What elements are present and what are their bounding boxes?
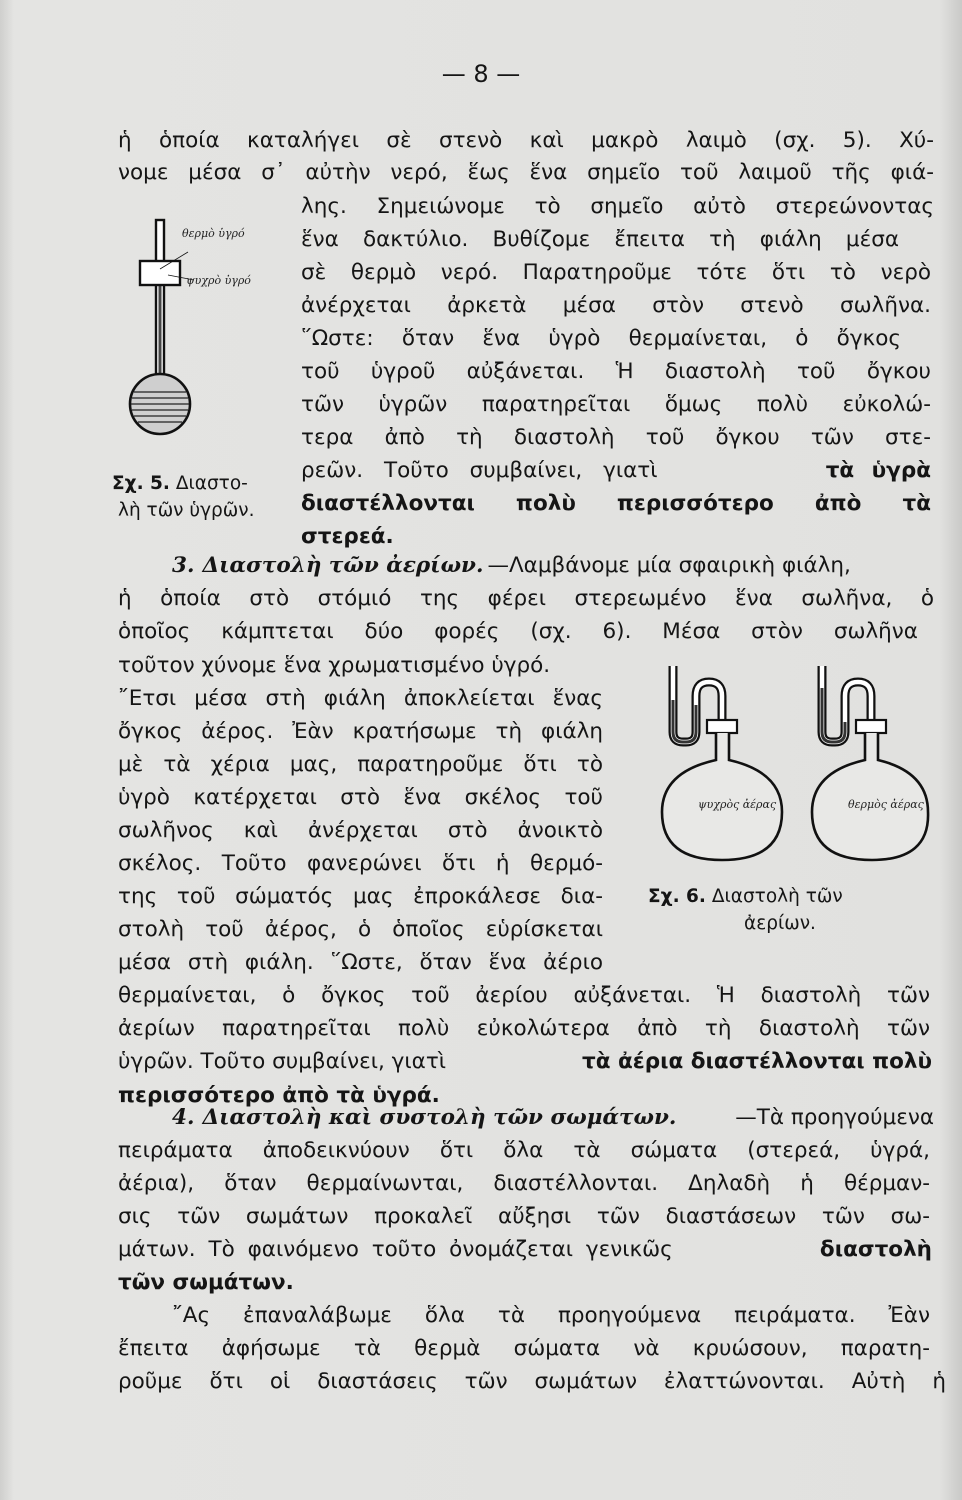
- flask-cold-air: [662, 666, 782, 860]
- text-line: μὲ τὰ χέρια μας, παρατηροῦμε ὅτι τὸ: [118, 752, 603, 777]
- section-3-heading: [172, 550, 934, 582]
- flask-hot-air: [812, 666, 928, 860]
- emphasis-text: περισσότερο ἀπὸ τὰ ὑγρά.: [118, 1083, 440, 1108]
- figure-6-flasks-illustration: [640, 660, 930, 878]
- section-title: Διαστολὴ καὶ συστολὴ τῶν σωμάτων.: [202, 1105, 677, 1130]
- text-line: ἕνα δακτύλιο. Βυθίζομε ἔπειτα τὴ φιάλη μέσα: [301, 227, 899, 252]
- text-run: ρεῶν. Τοῦτο συμβαίνει, γιατὶ: [301, 458, 658, 483]
- label-cold-liquid: ψυχρὸ ὑγρό: [186, 274, 251, 287]
- text-line: ἀερίων παρατηρεῖται πολὺ εὐκολώτερα ἀπὸ τὴ διαστολὴ τῶν: [118, 1016, 930, 1041]
- figure-5-caption-line2: λὴ τῶν ὑγρῶν.: [118, 500, 255, 521]
- emphasis-text: τὰ ἀέρια διαστέλλονται πολὺ: [582, 1049, 932, 1074]
- section-number: 3.: [172, 553, 195, 578]
- text-line: ἀνέρχεται ἀρκετὰ μέσα στὸν στενὸ σωλῆνα.: [301, 293, 931, 318]
- label-hot-liquid: θερμὸ ὑγρό: [182, 227, 245, 240]
- text-line: [118, 1234, 932, 1266]
- text-line: [118, 1046, 932, 1078]
- text-run: μάτων. Τὸ φαινόμενο τοῦτο ὀνομάζεται γενικῶς: [118, 1237, 673, 1262]
- section-number: 4.: [172, 1105, 195, 1130]
- emphasis-text: διαστέλλονται πολὺ περισσότερο ἀπὸ τὰ: [301, 491, 931, 516]
- text-line: σκέλος. Τοῦτο φανερώνει ὅτι ἡ θερμό-: [118, 851, 603, 876]
- text-line: ὑγρὸ κατέρχεται στὸ ἕνα σκέλος τοῦ: [118, 785, 603, 810]
- label-cold-air: ψυχρὸς ἀέρας: [698, 798, 777, 811]
- text-line: θερμαίνεται, ὁ ὄγκος τοῦ ἀερίου αὐξάνεται. Ἡ διαστολὴ τῶν: [118, 983, 930, 1008]
- text-line: [301, 455, 931, 487]
- text-line: ροῦμε ὅτι οἱ διαστάσεις τῶν σωμάτων ἐλαττώνονται. Αὐτὴ ἡ: [118, 1369, 946, 1394]
- text-line: ἀέρια), ὅταν θερμαίνωνται, διαστέλλονται. Δηλαδὴ ἡ θέρμαν-: [118, 1171, 930, 1196]
- text-line: νομε μέσα σ᾽ αὐτὴν νερό, ἕως ἕνα σημεῖο τοῦ λαιμοῦ τῆς φιά-: [118, 160, 934, 185]
- text-line: στολὴ τοῦ ἀέρος, ὁ ὁποῖος εὑρίσκεται: [118, 917, 603, 942]
- text-line: σὲ θερμὸ νερό. Παρατηροῦμε τότε ὅτι τὸ νερὸ: [301, 260, 931, 285]
- text-line: ῞Ωστε: ὅταν ἕνα ὑγρὸ θερμαίνεται, ὁ ὄγκος: [301, 326, 901, 351]
- figure-6-caption-line2: ἀερίων.: [744, 913, 816, 934]
- text-run: ὑγρῶν. Τοῦτο συμβαίνει, γιατὶ: [118, 1049, 447, 1074]
- text-line: σις τῶν σωμάτων προκαλεῖ αὔξησι τῶν διαστάσεων τῶν σω-: [118, 1204, 930, 1229]
- text-line: ὄγκος ἀέρος. Ἐὰν κρατήσωμε τὴ φιάλη: [118, 719, 603, 744]
- emphasis-text: τὰ ὑγρὰ: [825, 458, 931, 483]
- text-line: ῎Ετσι μέσα στὴ φιάλη ἀποκλείεται ἕνας: [118, 686, 603, 711]
- emphasis-text: στερεά.: [301, 524, 394, 549]
- text-line: ἡ ὁποία στὸ στόμιό της φέρει στερεωμένο ἕνα σωλῆνα, ὁ: [118, 586, 934, 611]
- text-run: —Τὰ προηγούμενα: [735, 1105, 934, 1130]
- text-line: ἡ ὁποία καταλήγει σὲ στενὸ καὶ μακρὸ λαιμὸ (σχ. 5). Χύ-: [118, 128, 934, 153]
- text-line: σωλῆνος καὶ ἀνέρχεται στὸ ἀνοικτὸ: [118, 818, 603, 843]
- text-line: της τοῦ σώματός μας ἐπροκάλεσε δια-: [118, 884, 603, 909]
- figure-5-flask-illustration: [128, 212, 278, 452]
- text-line: τοῦ ὑγροῦ αὐξάνεται. Ἡ διαστολὴ τοῦ ὄγκου: [301, 359, 931, 384]
- text-line: τῶν ὑγρῶν παρατηρεῖται ὅμως πολὺ εὐκολώ-: [301, 392, 931, 417]
- text-line: ὁποῖος κάμπτεται δύο φορές (σχ. 6). Μέσα στὸν σωλῆνα: [118, 619, 918, 644]
- figure-5-caption: Σχ. 5. Διαστο-: [112, 473, 248, 494]
- text-run: —Λαμβάνομε μία σφαιρικὴ φιάλη,: [487, 553, 851, 578]
- page-number: — 8 —: [441, 60, 521, 88]
- emphasis-text: τῶν σωμάτων.: [118, 1270, 294, 1295]
- ring-marker: [140, 261, 180, 285]
- text-line: τερα ἀπὸ τὴ διαστολὴ τοῦ ὄγκου τῶν στε-: [301, 425, 931, 450]
- figure-6-caption: Σχ. 6. Διαστολὴ τῶν: [648, 886, 843, 907]
- text-line: τοῦτον χύνομε ἕνα χρωματισμένο ὑγρό.: [118, 653, 551, 678]
- text-line: λης. Σημειώνομε τὸ σημεῖο αὐτὸ στερεώνοντας: [301, 194, 934, 219]
- label-hot-air: θερμὸς ἀέρας: [848, 798, 924, 811]
- liquid-column: [159, 272, 162, 380]
- text-line: μέσα στὴ φιάλη. ῞Ωστε, ὅταν ἕνα ἀέριο: [118, 950, 603, 975]
- section-4-heading: [172, 1102, 934, 1134]
- section-title: Διαστολὴ τῶν ἀερίων.: [202, 553, 484, 578]
- emphasis-text: διαστολὴ: [819, 1237, 932, 1262]
- text-line: πειράματα ἀποδεικνύουν ὅτι ὅλα τὰ σώματα (στερεά, ὑγρά,: [118, 1138, 930, 1163]
- text-line: ἔπειτα ἀφήσωμε τὰ θερμὰ σώματα νὰ κρυώσουν, παρατη-: [118, 1336, 930, 1361]
- text-line: ῎Ας ἐπαναλάβωμε ὅλα τὰ προηγούμενα πειράματα. Ἐὰν: [172, 1303, 930, 1328]
